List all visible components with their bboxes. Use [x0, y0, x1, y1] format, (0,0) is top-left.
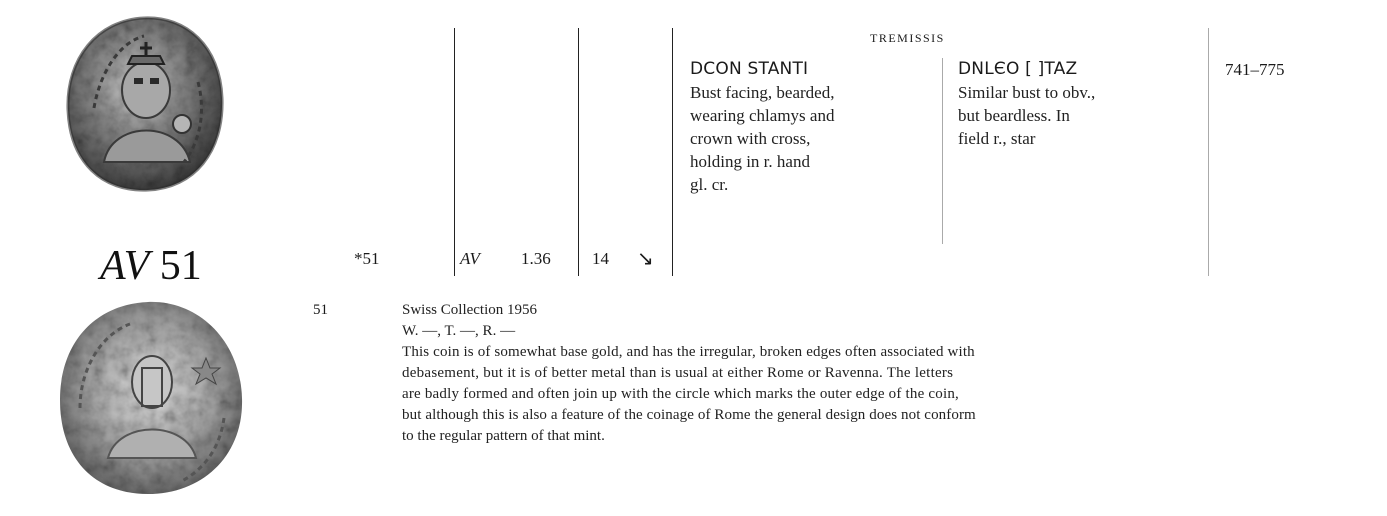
commentary-line: but although this is also a feature of the coinage of Rome the general design does not conform: [402, 407, 976, 423]
entry-weight: 1.36: [521, 249, 551, 268]
obverse-description-line: Bust facing, bearded,: [690, 83, 835, 102]
reverse-legend: DNLЄO [ ]TAZ: [958, 59, 1078, 79]
column-divider: [1208, 28, 1209, 276]
date-range: 741–775: [1225, 60, 1285, 79]
obverse-description-line: gl. cr.: [690, 175, 729, 194]
catalogue-label-number: 51: [159, 243, 202, 289]
catalogue-label-metal: AV: [100, 243, 150, 289]
coin-obverse-photo: [64, 12, 226, 222]
reverse-description-line: but beardless. In: [958, 106, 1070, 125]
commentary-line: This coin is of somewhat base gold, and has the irregular, broken edges often associated with: [402, 344, 975, 360]
reverse-column: [958, 58, 1198, 150]
entry-metal: AV: [460, 249, 480, 268]
reverse-description-line: field r., star: [958, 129, 1036, 148]
commentary: [402, 300, 1377, 447]
commentary-line: debasement, but it is of better metal than is usual at either Rome or Ravenna. The letters: [402, 365, 954, 381]
column-divider: [454, 28, 455, 276]
obverse-description-line: wearing chlamys and: [690, 106, 835, 125]
commentary-line: to the regular pattern of that mint.: [402, 428, 605, 444]
column-divider: [942, 58, 943, 244]
provenance: Swiss Collection 1956: [402, 302, 538, 318]
catalogue-label: [100, 244, 202, 288]
die-axis-arrow-icon: ↘: [637, 246, 654, 270]
references: W. —, T. —, R. —: [402, 323, 516, 339]
obverse-legend: DCON STANTI: [690, 59, 809, 79]
column-divider: [578, 28, 579, 276]
column-divider: [672, 28, 673, 276]
entry-die-axis: 14: [592, 249, 609, 268]
obverse-description-line: crown with cross,: [690, 129, 811, 148]
note-number: 51: [313, 302, 328, 318]
obverse-column: [690, 58, 935, 196]
reverse-description-line: Similar bust to obv.,: [958, 83, 1096, 102]
entry-ref: *51: [354, 249, 380, 268]
coin-reverse-photo: [56, 298, 246, 498]
obverse-description-line: holding in r. hand: [690, 152, 810, 171]
denomination-heading: TREMISSIS: [870, 31, 945, 45]
commentary-line: are badly formed and often join up with the circle which marks the outer edge of the coin,: [402, 386, 959, 402]
